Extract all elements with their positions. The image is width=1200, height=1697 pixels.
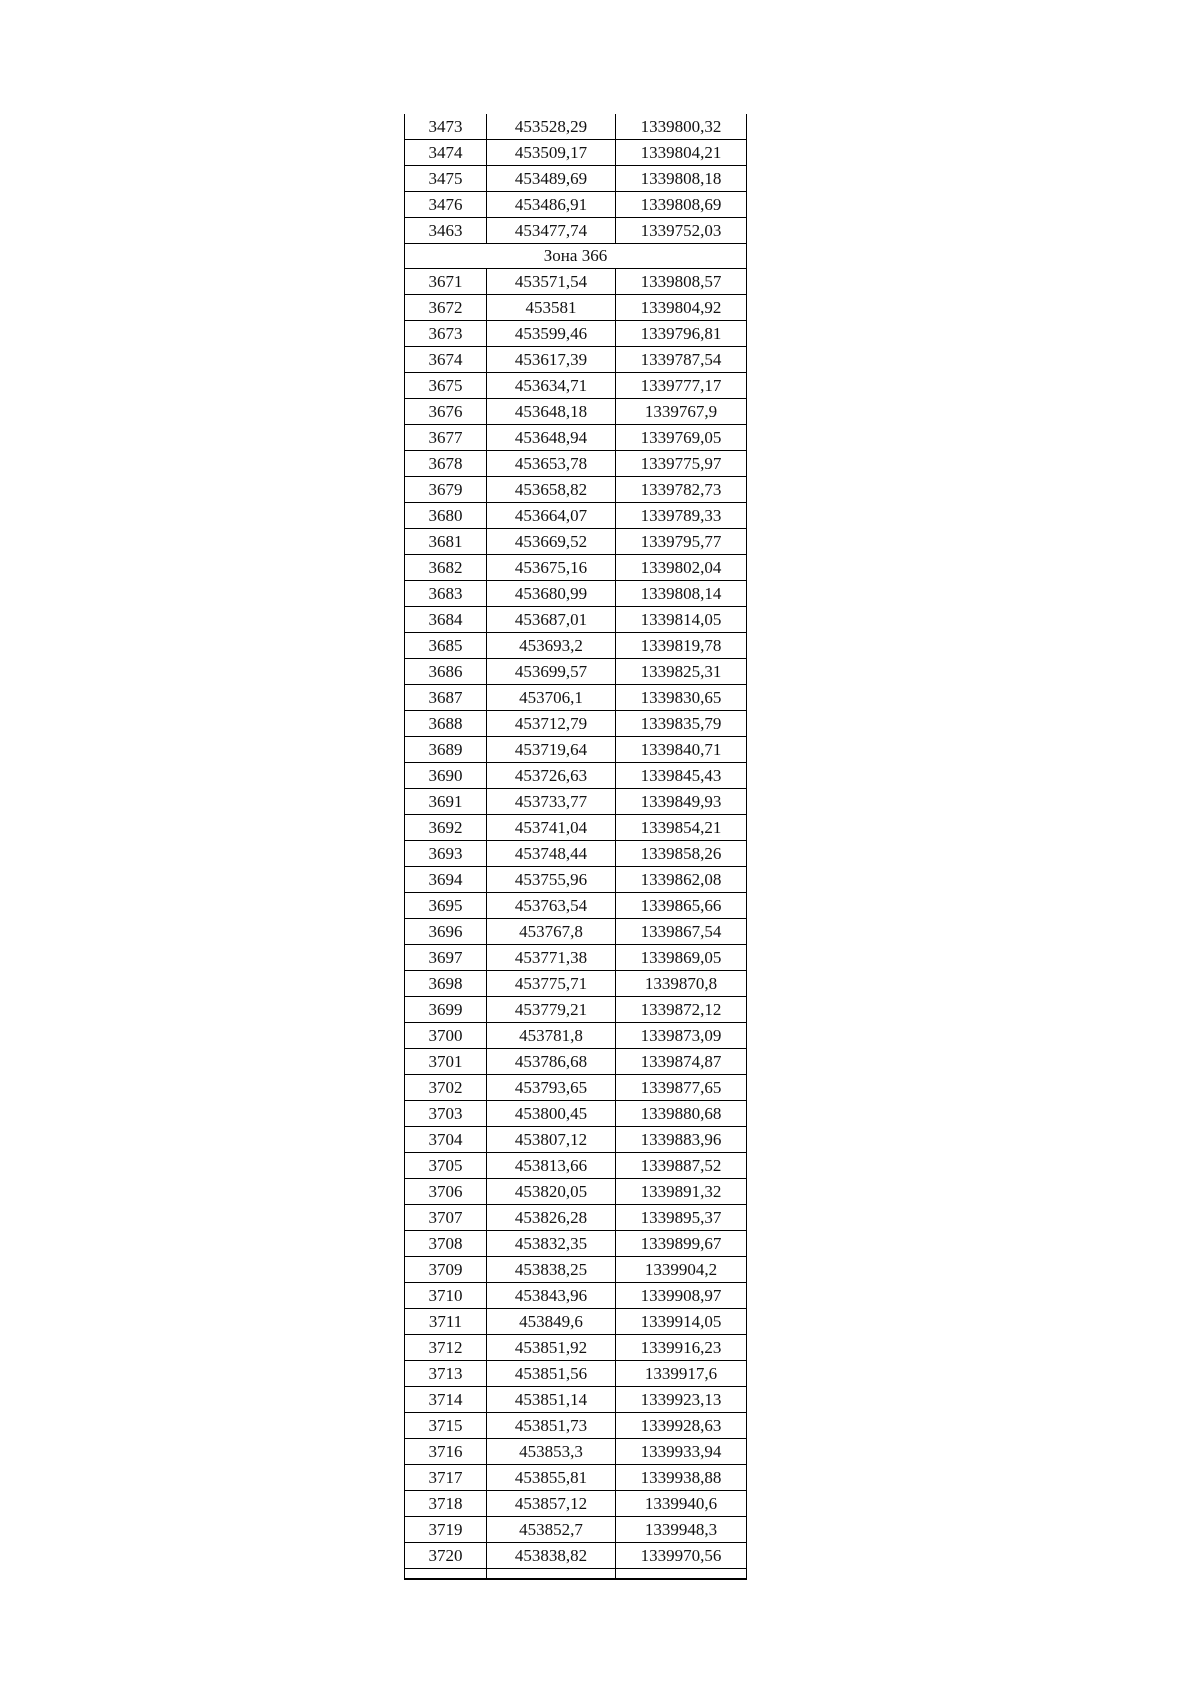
x-coordinate-cell: 453648,94 [487,425,616,451]
y-coordinate-cell: 1339789,33 [616,503,747,529]
x-coordinate-cell: 453675,16 [487,555,616,581]
point-number-cell: 3672 [405,295,487,321]
table-row [405,867,747,893]
point-number-cell: 3714 [405,1387,487,1413]
y-coordinate-cell: 1339940,6 [616,1491,747,1517]
x-coordinate-cell: 453851,56 [487,1361,616,1387]
table-row [405,1387,747,1413]
table-row [405,477,747,503]
point-number-cell: 3674 [405,347,487,373]
point-number-cell: 3677 [405,425,487,451]
y-coordinate-cell: 1339804,21 [616,140,747,166]
table-row [405,1257,747,1283]
x-coordinate-cell: 453857,12 [487,1491,616,1517]
x-coordinate-cell: 453851,73 [487,1413,616,1439]
table-row [405,815,747,841]
x-coordinate-cell: 453775,71 [487,971,616,997]
point-number-cell: 3704 [405,1127,487,1153]
y-coordinate-cell: 1339854,21 [616,815,747,841]
x-coordinate-cell: 453699,57 [487,659,616,685]
y-coordinate-cell: 1339895,37 [616,1205,747,1231]
x-coordinate-cell: 453653,78 [487,451,616,477]
y-coordinate-cell: 1339917,6 [616,1361,747,1387]
point-number-cell: 3696 [405,919,487,945]
y-coordinate-cell: 1339800,32 [616,114,747,140]
y-coordinate-cell: 1339802,04 [616,555,747,581]
point-number-cell: 3697 [405,945,487,971]
table-row [405,607,747,633]
x-coordinate-cell: 453807,12 [487,1127,616,1153]
point-number-cell: 3695 [405,893,487,919]
table-row [405,1127,747,1153]
y-coordinate-cell: 1339814,05 [616,607,747,633]
table-row [405,1049,747,1075]
point-number-cell: 3690 [405,763,487,789]
x-coordinate-cell: 453658,82 [487,477,616,503]
table-row [405,841,747,867]
x-coordinate-cell: 453838,82 [487,1543,616,1569]
point-number-cell: 3686 [405,659,487,685]
y-coordinate-cell: 1339873,09 [616,1023,747,1049]
y-coordinate-cell: 1339808,57 [616,269,747,295]
table-row [405,633,747,659]
table-row [405,503,747,529]
y-coordinate-cell: 1339887,52 [616,1153,747,1179]
y-coordinate-cell: 1339891,32 [616,1179,747,1205]
point-number-cell: 3474 [405,140,487,166]
x-coordinate-cell: 453741,04 [487,815,616,841]
y-coordinate-cell: 1339769,05 [616,425,747,451]
coordinates-table-body [405,114,747,1579]
y-coordinate-cell: 1339862,08 [616,867,747,893]
y-coordinate-cell: 1339840,71 [616,737,747,763]
table-row [405,971,747,997]
point-number-cell: 3683 [405,581,487,607]
y-coordinate-cell: 1339767,9 [616,399,747,425]
table-row [405,997,747,1023]
point-number-cell: 3682 [405,555,487,581]
table-row [405,737,747,763]
y-coordinate-cell: 1339908,97 [616,1283,747,1309]
y-coordinate-cell: 1339928,63 [616,1413,747,1439]
x-coordinate-cell: 453781,8 [487,1023,616,1049]
y-coordinate-cell: 1339874,87 [616,1049,747,1075]
x-coordinate-cell: 453634,71 [487,373,616,399]
x-coordinate-cell: 453763,54 [487,893,616,919]
point-number-cell: 3678 [405,451,487,477]
table-row [405,1283,747,1309]
y-coordinate-cell: 1339796,81 [616,321,747,347]
table-row [405,399,747,425]
table-row [405,1413,747,1439]
point-number-cell: 3681 [405,529,487,555]
table-row [405,321,747,347]
y-coordinate-cell: 1339869,05 [616,945,747,971]
y-coordinate-cell: 1339865,66 [616,893,747,919]
y-coordinate-cell: 1339877,65 [616,1075,747,1101]
y-coordinate-cell: 1339858,26 [616,841,747,867]
point-number-cell: 3711 [405,1309,487,1335]
point-number-cell: 3680 [405,503,487,529]
y-coordinate-cell: 1339808,18 [616,166,747,192]
x-coordinate-cell: 453853,3 [487,1439,616,1465]
y-coordinate-cell: 1339933,94 [616,1439,747,1465]
y-coordinate-cell: 1339830,65 [616,685,747,711]
point-number-cell: 3701 [405,1049,487,1075]
point-number-cell: 3715 [405,1413,487,1439]
x-coordinate-cell: 453855,81 [487,1465,616,1491]
point-number-cell: 3708 [405,1231,487,1257]
x-coordinate-cell: 453852,7 [487,1517,616,1543]
table-row [405,1439,747,1465]
table-row [405,347,747,373]
y-coordinate-cell: 1339808,69 [616,192,747,218]
y-coordinate-cell: 1339899,67 [616,1231,747,1257]
y-coordinate-cell: 1339775,97 [616,451,747,477]
table-row [405,1205,747,1231]
point-number-cell: 3707 [405,1205,487,1231]
table-row [405,1179,747,1205]
point-number-cell: 3699 [405,997,487,1023]
x-coordinate-cell: 453680,99 [487,581,616,607]
point-number-cell: 3717 [405,1465,487,1491]
point-number-cell: 3709 [405,1257,487,1283]
x-coordinate-cell: 453820,05 [487,1179,616,1205]
table-row [405,685,747,711]
point-number-cell: 3676 [405,399,487,425]
table-row [405,1361,747,1387]
table-row [405,789,747,815]
y-coordinate-cell: 1339938,88 [616,1465,747,1491]
table-row [405,1335,747,1361]
y-coordinate-cell: 1339795,77 [616,529,747,555]
table-row [405,1075,747,1101]
x-coordinate-cell: 453712,79 [487,711,616,737]
point-number-cell: 3703 [405,1101,487,1127]
table-row [405,373,747,399]
y-coordinate-cell: 1339872,12 [616,997,747,1023]
table-row [405,269,747,295]
point-number-cell: 3691 [405,789,487,815]
x-coordinate-cell: 453832,35 [487,1231,616,1257]
y-coordinate-cell: 1339825,31 [616,659,747,685]
x-coordinate-cell: 453771,38 [487,945,616,971]
point-number-cell: 3685 [405,633,487,659]
x-coordinate-cell: 453687,01 [487,607,616,633]
x-coordinate-cell: 453489,69 [487,166,616,192]
x-coordinate-cell: 453648,18 [487,399,616,425]
y-coordinate-cell: 1339787,54 [616,347,747,373]
point-number-cell: 3700 [405,1023,487,1049]
empty-cell [487,1569,616,1580]
point-number-cell: 3702 [405,1075,487,1101]
table-row [405,192,747,218]
table-row [405,425,747,451]
y-coordinate-cell: 1339948,3 [616,1517,747,1543]
x-coordinate-cell: 453664,07 [487,503,616,529]
point-number-cell: 3475 [405,166,487,192]
y-coordinate-cell: 1339867,54 [616,919,747,945]
x-coordinate-cell: 453528,29 [487,114,616,140]
point-number-cell: 3675 [405,373,487,399]
y-coordinate-cell: 1339880,68 [616,1101,747,1127]
x-coordinate-cell: 453755,96 [487,867,616,893]
y-coordinate-cell: 1339914,05 [616,1309,747,1335]
x-coordinate-cell: 453767,8 [487,919,616,945]
x-coordinate-cell: 453617,39 [487,347,616,373]
point-number-cell: 3719 [405,1517,487,1543]
table-row [405,1023,747,1049]
point-number-cell: 3688 [405,711,487,737]
table-row [405,1543,747,1569]
point-number-cell: 3716 [405,1439,487,1465]
x-coordinate-cell: 453571,54 [487,269,616,295]
x-coordinate-cell: 453849,6 [487,1309,616,1335]
y-coordinate-cell: 1339923,13 [616,1387,747,1413]
x-coordinate-cell: 453706,1 [487,685,616,711]
x-coordinate-cell: 453851,92 [487,1335,616,1361]
y-coordinate-cell: 1339916,23 [616,1335,747,1361]
point-number-cell: 3698 [405,971,487,997]
x-coordinate-cell: 453581 [487,295,616,321]
table-row [405,1465,747,1491]
y-coordinate-cell: 1339819,78 [616,633,747,659]
coordinates-table [404,114,747,1580]
x-coordinate-cell: 453843,96 [487,1283,616,1309]
empty-trailing-row [405,1569,747,1580]
y-coordinate-cell: 1339804,92 [616,295,747,321]
y-coordinate-cell: 1339883,96 [616,1127,747,1153]
point-number-cell: 3671 [405,269,487,295]
zone-header-row [405,244,747,269]
point-number-cell: 3684 [405,607,487,633]
x-coordinate-cell: 453509,17 [487,140,616,166]
point-number-cell: 3706 [405,1179,487,1205]
table-row [405,218,747,244]
table-row [405,711,747,737]
point-number-cell: 3687 [405,685,487,711]
x-coordinate-cell: 453779,21 [487,997,616,1023]
table-row [405,1309,747,1335]
point-number-cell: 3463 [405,218,487,244]
zone-label: Зона 366 [405,244,747,269]
empty-cell [405,1569,487,1580]
table-row [405,659,747,685]
x-coordinate-cell: 453748,44 [487,841,616,867]
x-coordinate-cell: 453719,64 [487,737,616,763]
point-number-cell: 3694 [405,867,487,893]
x-coordinate-cell: 453599,46 [487,321,616,347]
point-number-cell: 3712 [405,1335,487,1361]
table-row [405,1517,747,1543]
point-number-cell: 3673 [405,321,487,347]
point-number-cell: 3705 [405,1153,487,1179]
table-row [405,1153,747,1179]
x-coordinate-cell: 453786,68 [487,1049,616,1075]
y-coordinate-cell: 1339808,14 [616,581,747,607]
table-row [405,451,747,477]
x-coordinate-cell: 453800,45 [487,1101,616,1127]
point-number-cell: 3693 [405,841,487,867]
x-coordinate-cell: 453669,52 [487,529,616,555]
point-number-cell: 3476 [405,192,487,218]
table-row [405,581,747,607]
table-row [405,140,747,166]
table-row [405,1491,747,1517]
y-coordinate-cell: 1339777,17 [616,373,747,399]
y-coordinate-cell: 1339904,2 [616,1257,747,1283]
x-coordinate-cell: 453826,28 [487,1205,616,1231]
y-coordinate-cell: 1339970,56 [616,1543,747,1569]
point-number-cell: 3713 [405,1361,487,1387]
table-row [405,893,747,919]
table-row [405,295,747,321]
y-coordinate-cell: 1339870,8 [616,971,747,997]
x-coordinate-cell: 453838,25 [487,1257,616,1283]
x-coordinate-cell: 453486,91 [487,192,616,218]
table-row [405,763,747,789]
point-number-cell: 3710 [405,1283,487,1309]
y-coordinate-cell: 1339782,73 [616,477,747,503]
point-number-cell: 3473 [405,114,487,140]
table-row [405,919,747,945]
x-coordinate-cell: 453693,2 [487,633,616,659]
y-coordinate-cell: 1339752,03 [616,218,747,244]
x-coordinate-cell: 453851,14 [487,1387,616,1413]
point-number-cell: 3679 [405,477,487,503]
table-row [405,114,747,140]
y-coordinate-cell: 1339849,93 [616,789,747,815]
table-row [405,1231,747,1257]
table-row [405,529,747,555]
table-row [405,555,747,581]
point-number-cell: 3692 [405,815,487,841]
y-coordinate-cell: 1339835,79 [616,711,747,737]
x-coordinate-cell: 453793,65 [487,1075,616,1101]
point-number-cell: 3720 [405,1543,487,1569]
x-coordinate-cell: 453477,74 [487,218,616,244]
x-coordinate-cell: 453813,66 [487,1153,616,1179]
table-row [405,166,747,192]
table-row [405,1101,747,1127]
point-number-cell: 3689 [405,737,487,763]
empty-cell [616,1569,747,1580]
y-coordinate-cell: 1339845,43 [616,763,747,789]
point-number-cell: 3718 [405,1491,487,1517]
x-coordinate-cell: 453726,63 [487,763,616,789]
x-coordinate-cell: 453733,77 [487,789,616,815]
table-row [405,945,747,971]
